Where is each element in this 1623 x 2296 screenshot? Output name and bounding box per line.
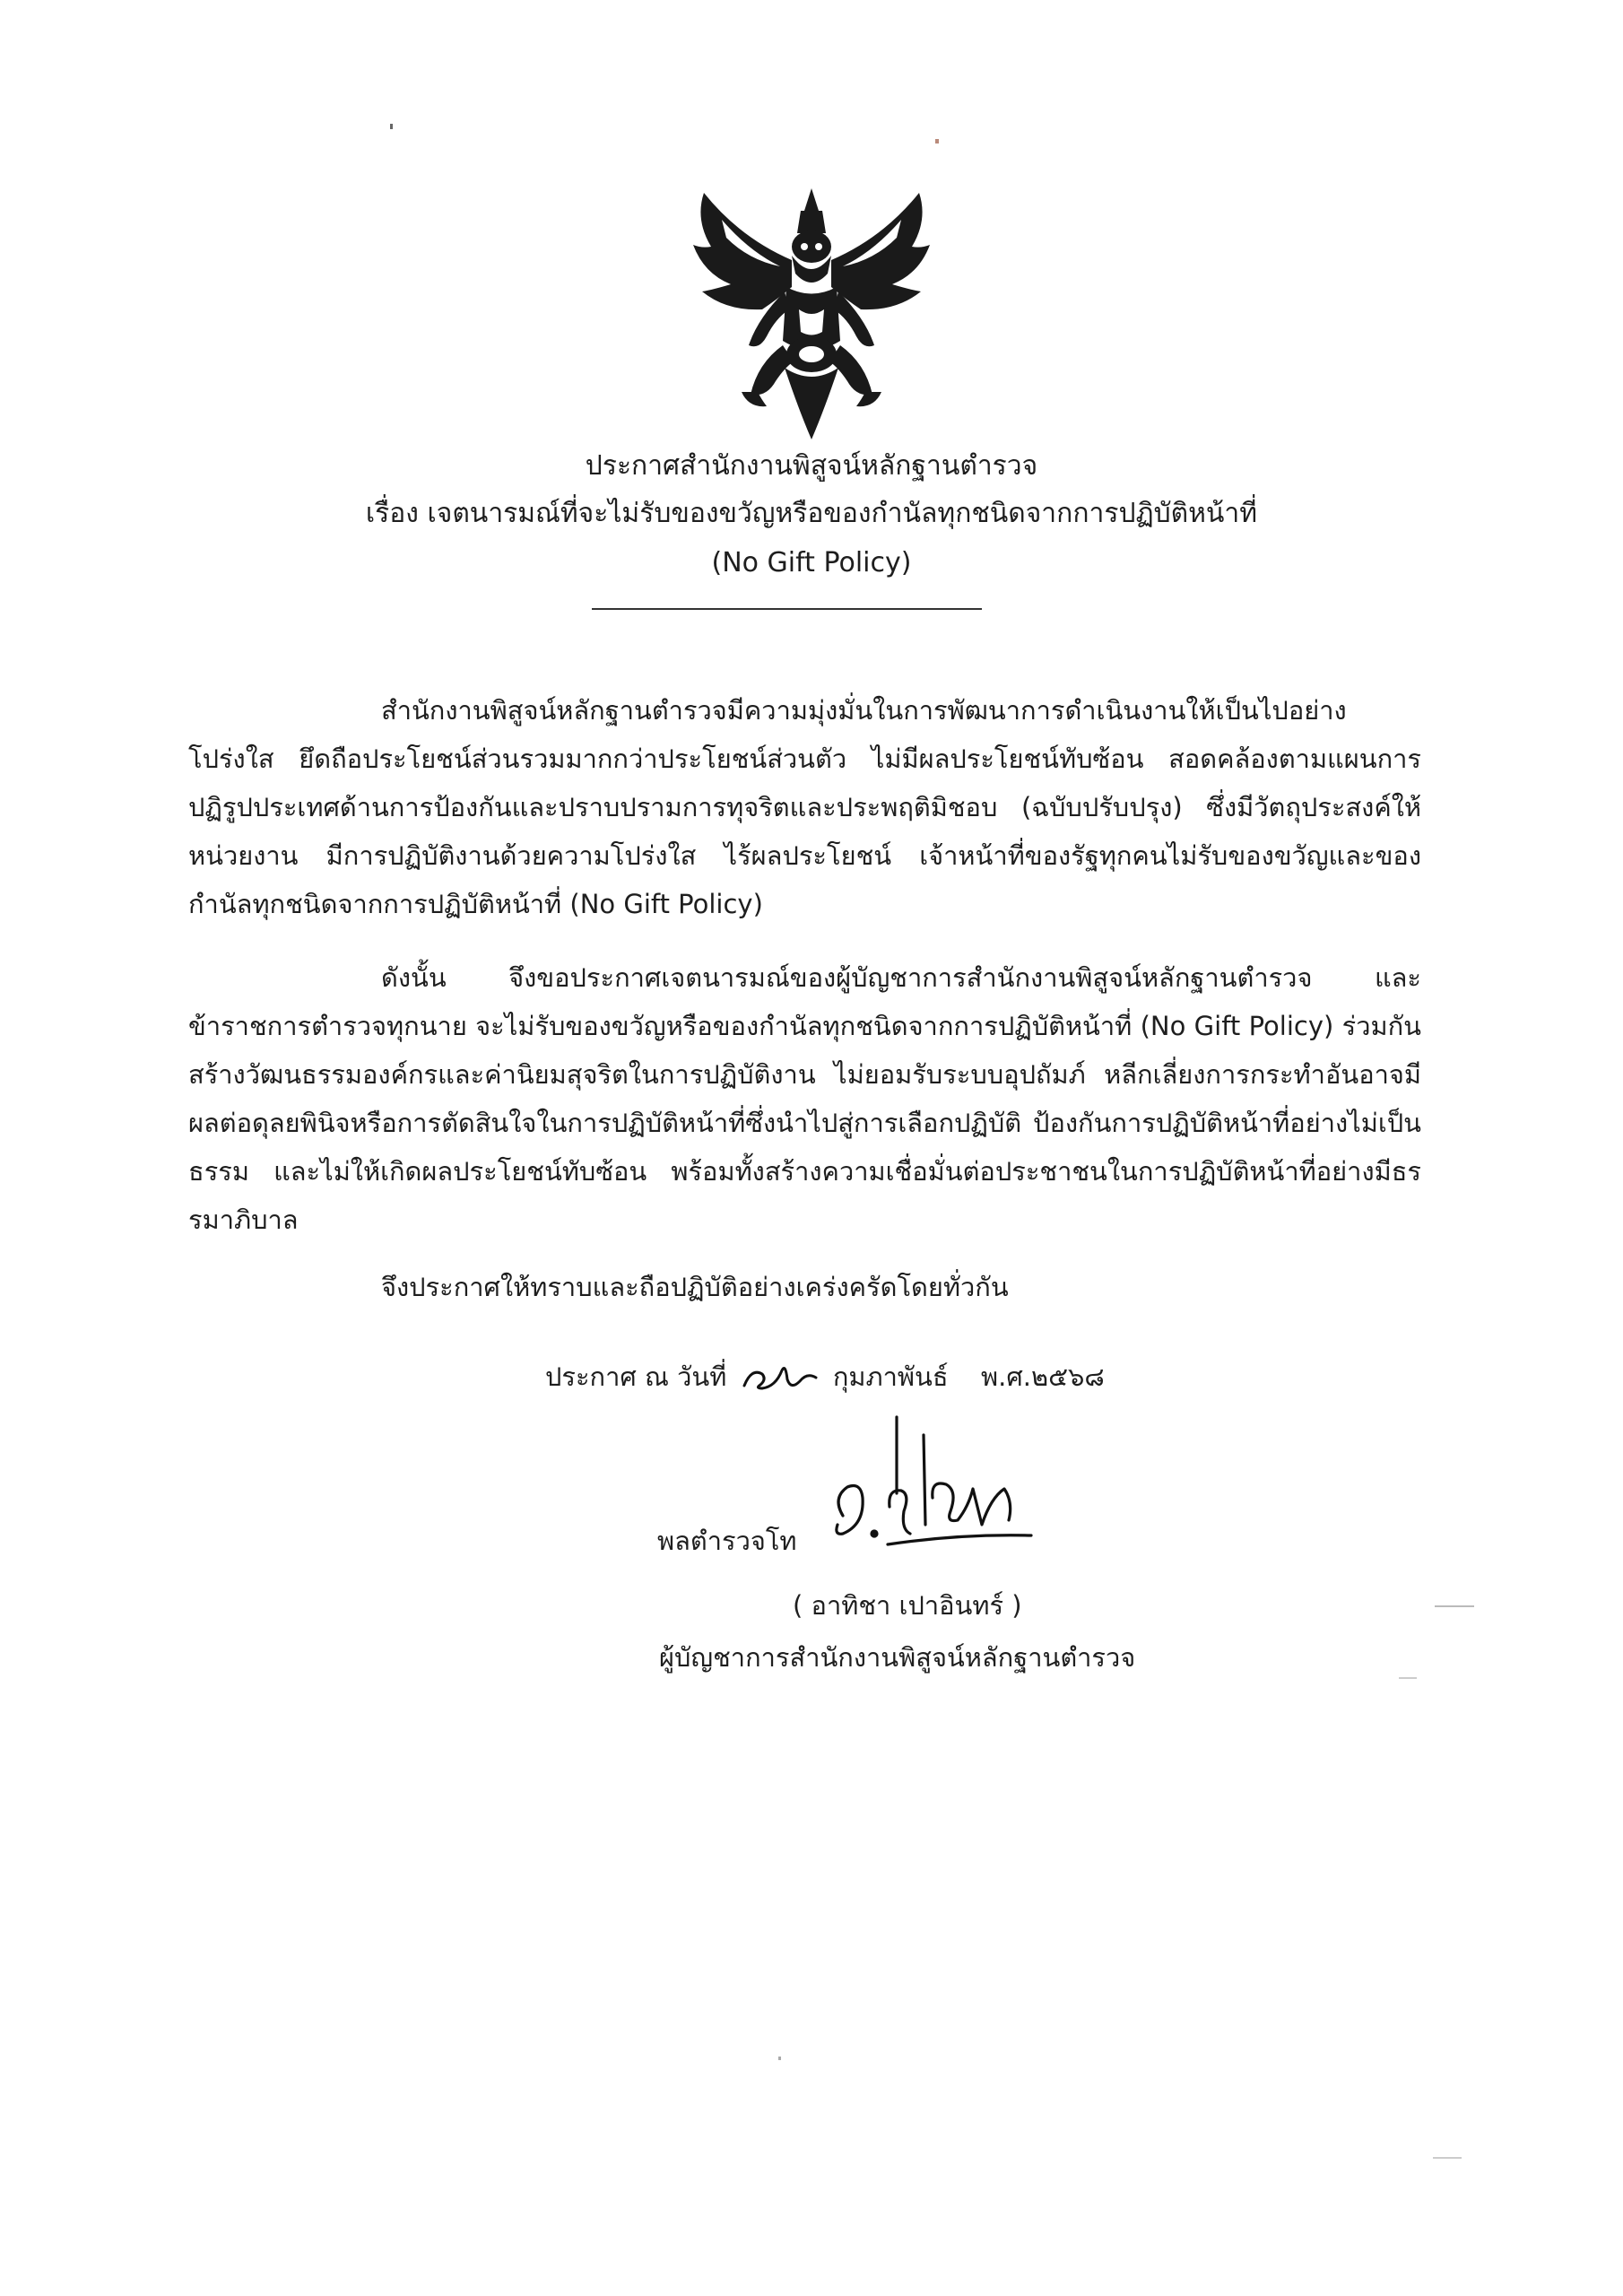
announcement-title: ประกาศสำนักงานพิสูจน์หลักฐานตำรวจ xyxy=(585,450,1038,482)
scan-speck xyxy=(1433,2157,1462,2159)
scan-speck xyxy=(1399,1677,1417,1679)
header-divider xyxy=(592,608,982,610)
signatory-position: ผู้บัญชาการสำนักงานพิสูจน์หลักฐานตำรวจ xyxy=(659,1642,1136,1673)
date-year: ๒๕๖๘ xyxy=(1030,1361,1105,1392)
body-paragraph-2: ดังนั้น จึงขอประกาศเจตนารมณ์ของผู้บัญชาการสำนักงานพิสูจน์หลักฐานตำรวจ และข้าราชการตำรวจทุกนาย จะไม่รับของขวัญหรือของกำนัลทุกชนิดจากการปฏิบัติหน้าที่ (No Gift Policy) ร่วมกันสร้างวัฒนธรรมองค์กรและค่านิยมสุจริตในการปฏิบัติงาน ไม่ยอมรับระบบอุปถัมภ์ หลีกเลี่ยงการกระทำอันอาจมีผลต่อดุลยพินิจหรือการตัดสินใจในการปฏิบัติหน้าที่ซึ่งนำไปสู่การเลือกปฏิบัติ ป้องกันการปฏิบัติหน้าที่อย่างไม่เป็นธรรม และไม่ให้เกิดผลประโยชน์ทับซ้อน พร้อมทั้งสร้างความเชื่อมั่นต่อประชาชนในการปฏิบัติหน้าที่อย่างมีธรรมาภิบาล xyxy=(188,962,1421,1235)
date-month: กุมภาพันธ์ xyxy=(832,1361,949,1392)
handwritten-day xyxy=(735,1354,825,1399)
closing-statement: จึงประกาศให้ทราบและถือปฏิบัติอย่างเคร่งครัดโดยทั่วกัน xyxy=(381,1272,1009,1302)
body-paragraph-1: สำนักงานพิสูจน์หลักฐานตำรวจมีความมุ่งมั่นในการพัฒนาการดำเนินงานให้เป็นไปอย่างโปร่งใส ยึดถือประโยชน์ส่วนรวมมากกว่าประโยชน์ส่วนตัว ไม่มีผลประโยชน์ทับซ้อน สอดคล้องตามแผนการปฏิรูปประเทศด้านการป้องกันและปราบปรามการทุจริตและประพฤติมิชอบ (ฉบับปรับปรุง) ซึ่งมีวัตถุประสงค์ให้หน่วยงาน มีการปฏิบัติงานด้วยความโปร่งใส ไร้ผลประโยชน์ เจ้าหน้าที่ของรัฐทุกคนไม่รับของขวัญและของกำนัลทุกชนิดจากการปฏิบัติหน้าที่ (No Gift Policy) xyxy=(188,695,1421,919)
scan-speck xyxy=(390,124,393,129)
scan-speck xyxy=(935,139,939,144)
signatory-rank: พลตำรวจโท xyxy=(657,1526,797,1556)
announcement-date xyxy=(545,1354,1105,1399)
date-year-label: พ.ศ. xyxy=(980,1361,1031,1392)
scan-speck xyxy=(1435,1605,1474,1607)
policy-name: (No Gift Policy) xyxy=(711,547,912,578)
date-prefix: ประกาศ ณ วันที่ xyxy=(545,1361,727,1392)
signatory-name: ( อาทิชา เปาอินทร์ ) xyxy=(793,1590,1022,1621)
scan-speck xyxy=(778,2057,781,2060)
announcement-subject: เรื่อง เจตนารมณ์ที่จะไม่รับของขวัญหรือของกำนัลทุกชนิดจากการปฏิบัติหน้าที่ xyxy=(365,498,1258,529)
handwritten-signature xyxy=(825,1399,1040,1578)
garuda-emblem-icon xyxy=(686,184,937,444)
